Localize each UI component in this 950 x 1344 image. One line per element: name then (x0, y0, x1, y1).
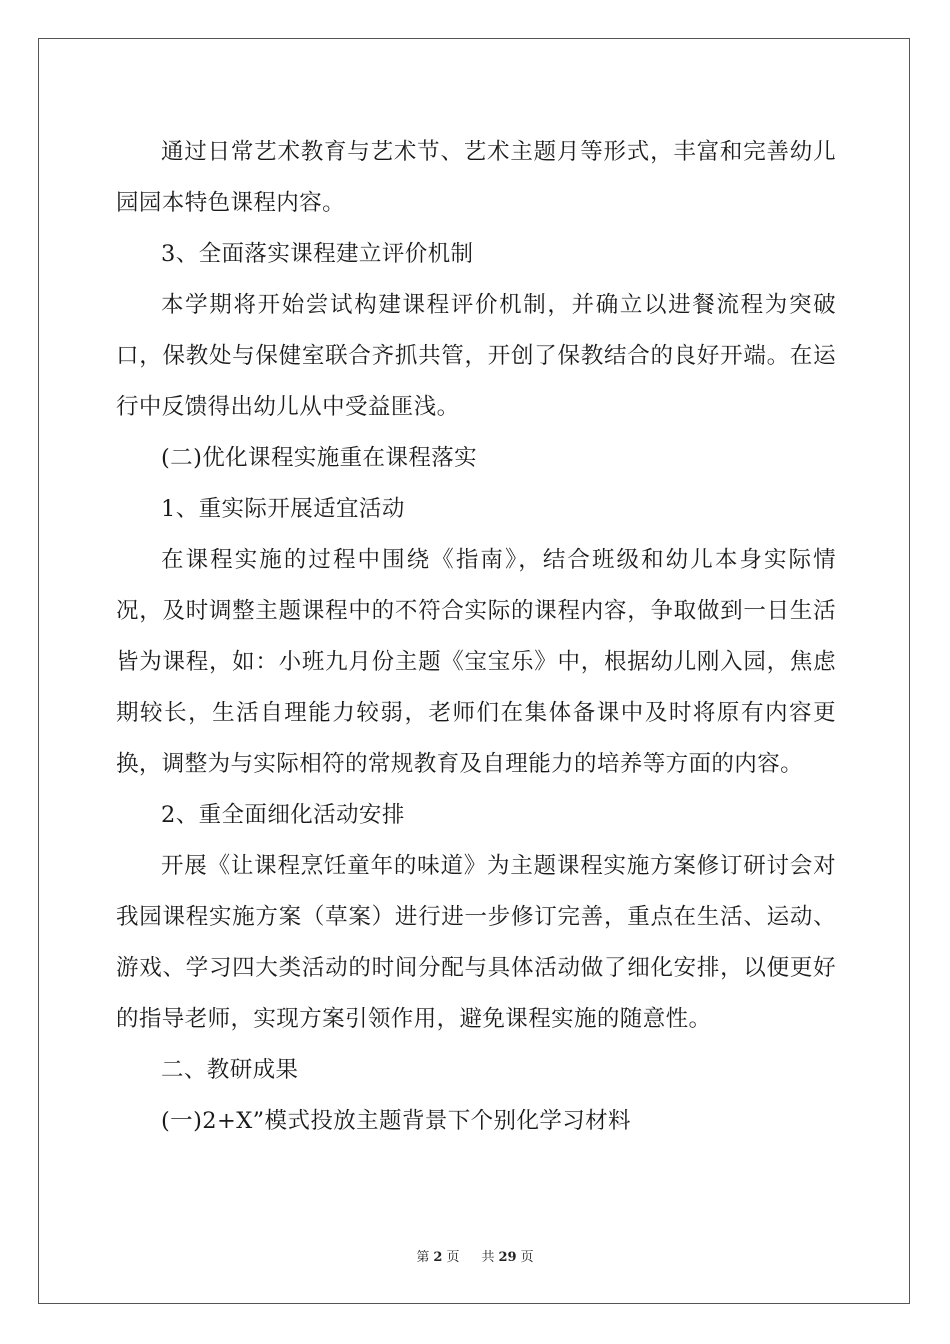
page-footer (0, 1246, 950, 1265)
total-pages: 29 (498, 1250, 517, 1265)
total-suffix: 页 (520, 1250, 534, 1265)
page-prefix: 第 (416, 1250, 430, 1265)
section-heading: 二、教研成果 (161, 1057, 299, 1083)
total-prefix: 共 (481, 1250, 495, 1265)
page-suffix: 页 (446, 1250, 460, 1265)
section-heading: 3、全面落实课程建立评价机制 (161, 241, 474, 267)
paragraph: 本学期将开始尝试构建课程评价机制，并确立以进餐流程为突破口，保教处与保健室联合齐抓共管，开创了保教结合的良好开端。在运行中反馈得出幼儿从中受益匪浅。 (116, 292, 836, 420)
section-heading: 1、重实际开展适宜活动 (161, 496, 405, 522)
page-number: 2 (433, 1250, 443, 1265)
paragraph: 通过日常艺术教育与艺术节、艺术主题月等形式，丰富和完善幼儿园园本特色课程内容。 (116, 139, 836, 216)
document-body (116, 127, 836, 1147)
section-heading: (二)优化课程实施重在课程落实 (161, 445, 478, 471)
paragraph: 在课程实施的过程中围绕《指南》，结合班级和幼儿本身实际情况，及时调整主题课程中的不符合实际的课程内容，争取做到一日生活皆为课程，如：小班九月份主题《宝宝乐》中，根据幼儿刚入园，焦虑期较长，生活自理能力较弱，老师们在集体备课中及时将原有内容更换，调整为与实际相符的常规教育及自理能力的培养等方面的内容。 (116, 547, 836, 777)
section-heading: 2、重全面细化活动安排 (161, 802, 405, 828)
paragraph: 开展《让课程烹饪童年的味道》为主题课程实施方案修订研讨会对我园课程实施方案（草案）进行进一步修订完善，重点在生活、运动、游戏、学习四大类活动的时间分配与具体活动做了细化安排，以便更好的指导老师，实现方案引领作用，避免课程实施的随意性。 (116, 853, 836, 1032)
section-heading: (一)2+X”模式投放主题背景下个别化学习材料 (161, 1108, 631, 1134)
